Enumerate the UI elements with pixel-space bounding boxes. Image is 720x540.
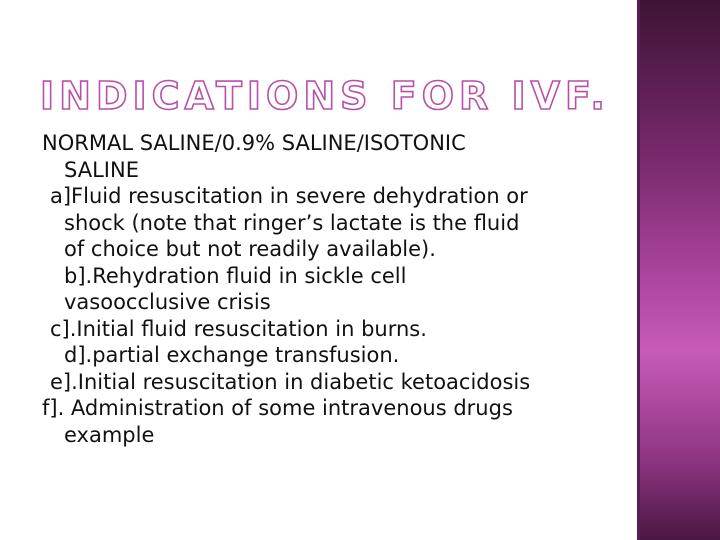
body-line-item-f-cont: example — [64, 422, 155, 447]
body-line-item-a: a]Fluid resuscitation in severe dehydration or — [50, 184, 528, 208]
decorative-side-band — [640, 0, 720, 540]
body-line-heading: NORMAL SALINE/0.9% SALINE/ISOTONIC — [42, 131, 466, 155]
body-line-item-a-cont: of choice but not readily available). — [64, 237, 436, 261]
body-line-item-b-cont: vasoocclusive crisis — [64, 290, 271, 314]
body-line-item-f: f]. Administration of some intravenous drugs — [42, 396, 513, 420]
body-line-item-b: b].Rehydration fluid in sickle cell — [64, 263, 407, 288]
body-line-heading-cont: SALINE — [64, 157, 139, 182]
slide-body — [42, 130, 627, 448]
body-line-item-d: d].partial exchange transfusion. — [64, 343, 400, 367]
body-line-item-c: c].Initial fluid resuscitation in burns. — [50, 316, 427, 341]
body-line-item-e: e].Initial resuscitation in diabetic ketoacidosis — [50, 369, 531, 394]
slide-title: INDICATIONS FOR IVF. — [40, 74, 610, 118]
body-line-item-a-cont: shock (note that ringer’s lactate is the fluid — [64, 210, 520, 235]
